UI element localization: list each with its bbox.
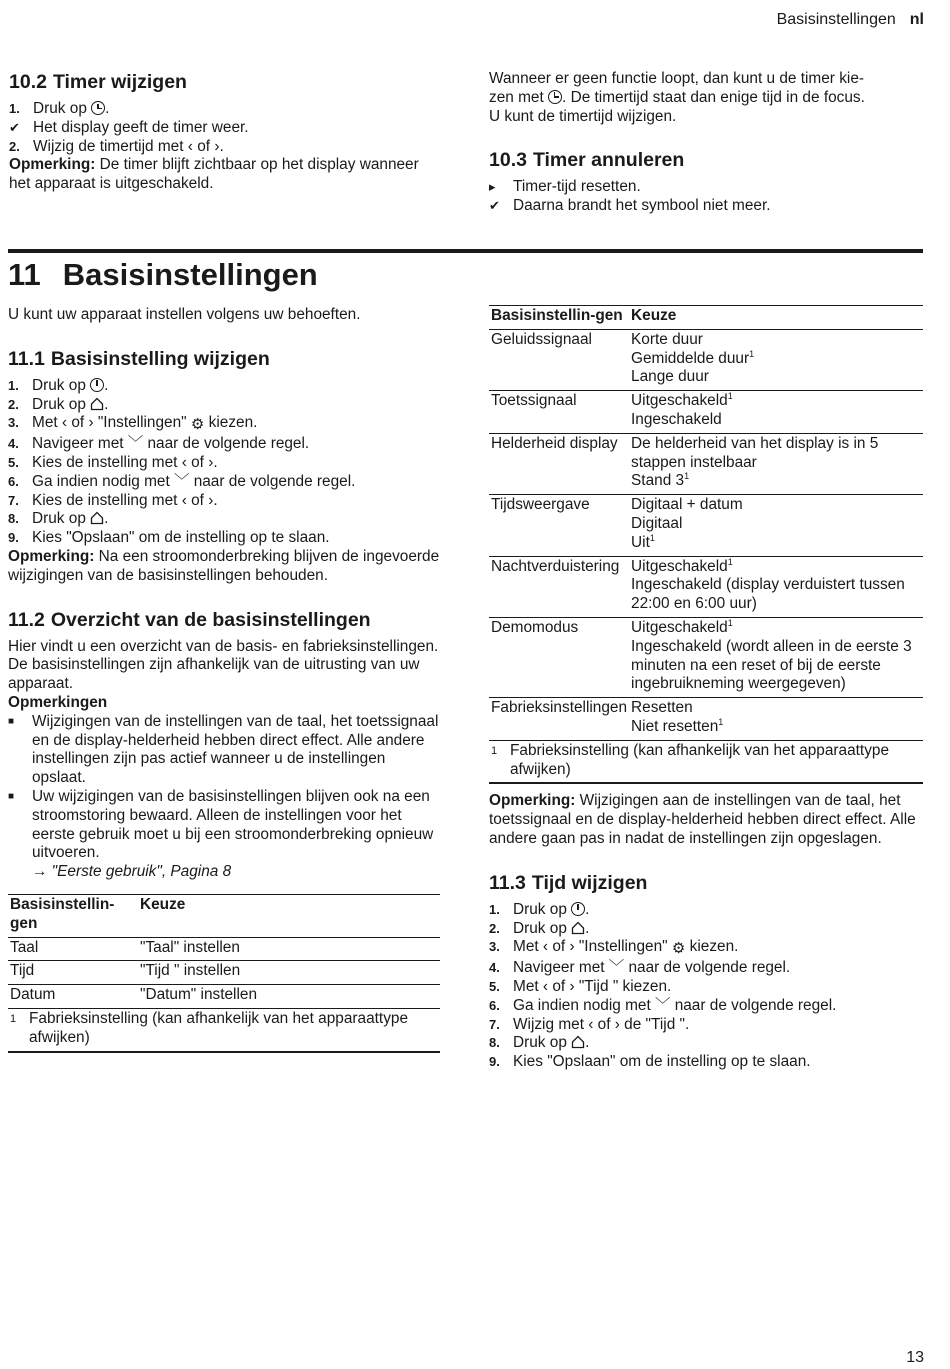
bullet-item: ■ Wijzigingen van de instellingen van de taal, het toetssignaal en de display-helderheid hebben direct effect. Alle andere instellingen zijn pas actief wanneer u de instellingen opslaat.: [8, 712, 439, 787]
section-heading: 10.3 Timer annuleren: [489, 149, 685, 171]
bullet-item: ■ Uw wijzigingen van de basisinstellingen blijven ook na een stroomstoring bewaard. Alleen de instellingen voor het eerste gebruik moet u bij een stroomonderbreking opnieuw uitvoeren. → "Eerste gebruik", Pagina 8: [8, 787, 434, 881]
chapter-rule: [8, 249, 923, 253]
table-row: [489, 556, 923, 617]
setting-name: Helderheid display: [491, 434, 618, 452]
settings-table-1: [8, 894, 440, 1053]
table-row: [489, 617, 923, 697]
setting-name: Tijdsweergave: [491, 496, 590, 514]
step-result: ✔ Daarna brandt het symbool niet meer.: [489, 196, 771, 214]
step: 8. Druk op .: [489, 1034, 590, 1052]
setting-name: Demomodus: [491, 618, 579, 636]
step: 2. Druk op .: [489, 919, 590, 937]
setting-choices: Uitgeschakeld$^1$ Ingeschakeld: [631, 391, 733, 428]
setting-name: Fabrieksinstellingen: [491, 699, 628, 717]
setting-name: Datum: [10, 986, 56, 1004]
step: 7. Kies de instelling met ‹ of ›.: [8, 491, 218, 509]
section-heading: 10.2 Timer wijzigen: [9, 71, 187, 93]
table-row: [489, 391, 923, 434]
timer-intro: Wanneer er geen functie loopt, dan kunt u de timer kie- zen met . De timertijd staat dan enige tijd in de focus. U kunt de timertijd wijzigen.: [489, 70, 865, 125]
home-icon: [90, 511, 104, 525]
setting-name: Geluidssignaal: [491, 330, 592, 348]
overview-intro: Hier vindt u een overzicht van de basis- en fabrieksinstellingen. De basisinstellingen zijn afhankelijk van de uitrusting van uw apparaat.: [8, 637, 439, 693]
header-language: nl: [909, 11, 924, 28]
page-number: 13: [906, 1349, 924, 1366]
setting-choices: "Taal" instellen: [140, 938, 240, 956]
running-header: [777, 11, 924, 30]
step: 3. Met ‹ of › "Instellingen" ⚙ kiezen.: [8, 414, 258, 434]
step-list: [8, 377, 440, 548]
table-row: [8, 985, 440, 1009]
step: 7. Wijzig met ‹ of › de "Tijd ".: [489, 1015, 690, 1033]
footnote-marker: 1: [684, 471, 690, 482]
table-row: [489, 329, 923, 390]
step: 8. Druk op .: [8, 510, 109, 528]
step: 6. Ga indien nodig met ﹀ naar de volgende regel.: [8, 472, 356, 490]
table-row: [8, 937, 440, 961]
table-row: [489, 698, 923, 741]
step: 3. Met ‹ of › "Instellingen" ⚙ kiezen.: [489, 938, 739, 958]
setting-name: Nachtverduistering: [491, 557, 620, 575]
footnote-marker: 1: [727, 617, 733, 628]
footnote-marker: 1: [727, 556, 733, 567]
header-section: Basisinstellingen: [776, 11, 896, 28]
clock-icon: [548, 90, 562, 104]
notes-label: Opmerkingen: [8, 693, 108, 711]
home-icon: [571, 921, 585, 935]
section-heading: 11.3 Tijd wijzigen: [489, 871, 648, 894]
right-column: [489, 305, 923, 1072]
footnote-marker: 1: [649, 532, 655, 543]
section-timer-cancel: [489, 148, 924, 216]
step-list: [489, 901, 923, 1072]
cross-reference-link[interactable]: "Eerste gebruik", Pagina 8: [51, 863, 232, 881]
table-header: Basisinstellin-gen: [10, 895, 115, 932]
note: Opmerking: Na een stroomonderbreking blijven de ingevoerde wijzigingen van de basisinstellingen behouden.: [8, 547, 440, 584]
gear-icon: ⚙: [190, 416, 205, 434]
step: 1. Druk op .: [8, 376, 109, 394]
table-footnote: 1 Fabrieksinstelling (kan afhankelijk van het apparaattype afwijken): [10, 1009, 409, 1046]
step: 5. Met ‹ of › "Tijd " kiezen.: [489, 977, 672, 995]
step-result: ✔ Het display geeft de timer weer.: [9, 118, 249, 136]
gear-icon: ⚙: [671, 940, 686, 958]
power-icon: [571, 902, 585, 916]
arrow-icon: →: [32, 863, 48, 881]
table-header: Basisinstellin-gen: [491, 307, 623, 324]
step: 2. Druk op .: [8, 395, 109, 413]
table-header: Keuze: [631, 307, 677, 324]
setting-choices: "Datum" instellen: [140, 986, 258, 1004]
setting-choices: "Tijd " instellen: [140, 962, 241, 980]
setting-name: Tijd: [10, 962, 35, 980]
table-row: [8, 961, 440, 985]
setting-choices: Uitgeschakeld$^1$ Ingeschakeld (wordt alleen in de eerste 3 minuten na een reset of bij de eerste ingebruikneming weergegeven): [631, 617, 912, 693]
step: 4. Navigeer met ﹀ naar de volgende regel.: [8, 435, 310, 453]
setting-choices: Digitaal + datum Digitaal Uit$^1$: [631, 496, 743, 551]
setting-choices: Korte duur Gemiddelde duur$^1$ Lange duur: [631, 330, 755, 386]
section-heading: 11.2 Overzicht van de basisinstellingen: [8, 608, 371, 631]
step: 5. Kies de instelling met ‹ of ›.: [8, 453, 218, 471]
step: 1. Druk op .: [9, 100, 110, 117]
table-footnote: 1 Fabrieksinstelling (kan afhankelijk van het apparaattype afwijken): [491, 741, 890, 778]
power-icon: [90, 378, 104, 392]
note: Opmerking: Wijzigingen aan de instellingen van de taal, het toetssignaal en de display-helderheid hebben direct effect. Alle andere gaan pas in nadat de instellingen zijn opgeslagen.: [489, 792, 916, 847]
section-timer-change: [9, 70, 439, 194]
step: 4. Navigeer met ﹀ naar de volgende regel.: [489, 959, 791, 977]
setting-name: Toetssignaal: [491, 392, 577, 410]
home-icon: [571, 1035, 585, 1049]
table-header: Keuze: [140, 895, 186, 913]
setting-choices: De helderheid van het display is in 5 stappen instelbaar Stand $3^1$: [631, 434, 879, 490]
settings-table-2: [489, 305, 923, 784]
setting-name: Taal: [10, 938, 39, 956]
table-row: [489, 495, 923, 556]
chapter-title: 11 Basisinstellingen: [8, 257, 318, 292]
footnote-marker: 1: [749, 348, 755, 359]
footnote-marker: 1: [718, 716, 724, 727]
step: 6. Ga indien nodig met ﹀ naar de volgende regel.: [489, 996, 837, 1014]
setting-choices: Resetten Niet resetten$^1$: [631, 699, 724, 735]
step-action: ▸ Timer-tijd resetten.: [489, 178, 641, 195]
setting-choices: Uitgeschakeld$^1$ Ingeschakeld (display verduistert tussen 22:00 en 6:00 uur): [631, 556, 905, 613]
table-row: [489, 433, 923, 494]
footnote-marker: 1: [727, 391, 733, 402]
step: 9. Kies "Opslaan" om de instelling op te slaan.: [8, 529, 330, 547]
section-heading: 11.1 Basisinstelling wijzigen: [8, 347, 270, 370]
step: 1. Druk op .: [489, 900, 590, 918]
step: 9. Kies "Opslaan" om de instelling op te slaan.: [489, 1053, 811, 1071]
left-column: [8, 306, 440, 1053]
note: Opmerking: De timer blijft zichtbaar op het display wanneer het apparaat is uitgeschakeld.: [9, 156, 419, 193]
home-icon: [90, 397, 104, 411]
clock-icon: [91, 101, 105, 115]
step: 2. Wijzig de timertijd met ‹ of ›.: [9, 137, 224, 155]
chapter-intro: U kunt uw apparaat instellen volgens uw behoeften.: [8, 306, 361, 323]
